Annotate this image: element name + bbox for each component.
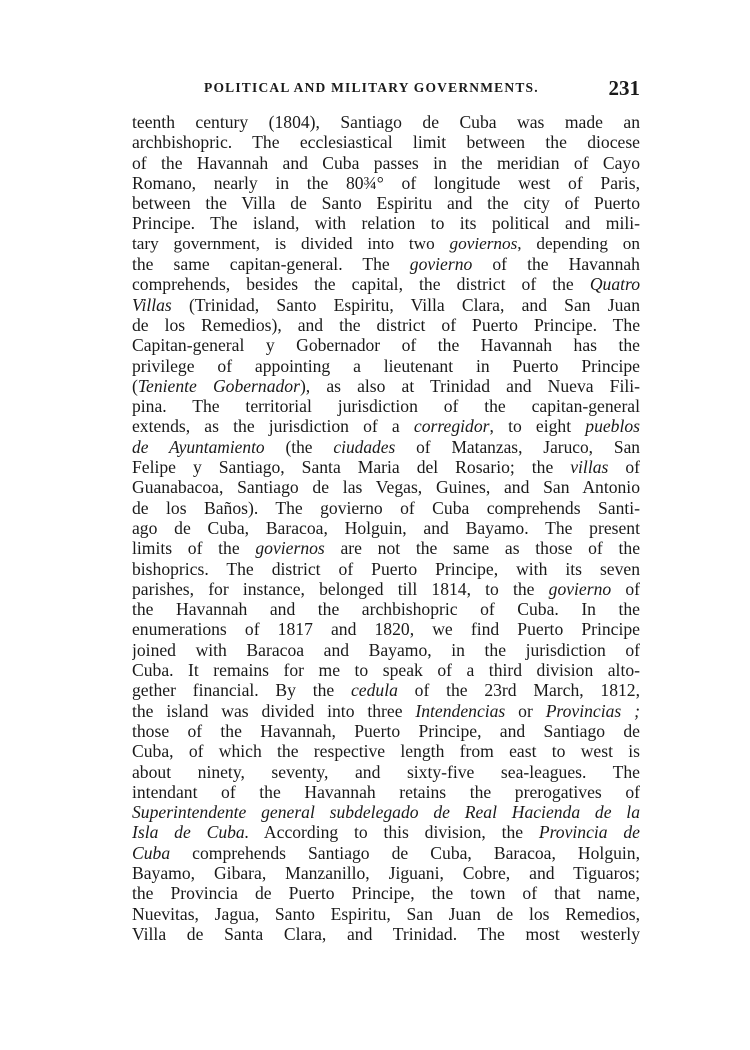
italic-text: Quatro [589,274,640,295]
text-segment: (Trinidad, Santo Espiritu, Villa Clara, and San Juan [171,294,640,315]
text-segment: Bayamo, Gibara, Manzanillo, Jiguani, Cobre, and Tiguaros; [132,862,640,883]
italic-text: Provincias ; [545,700,640,721]
text-segment: (the [264,436,334,457]
page-header [132,76,640,102]
text-line [132,741,640,761]
running-head: POLITICAL AND MILITARY GOVERNMENTS. [204,80,539,95]
text-segment: Principe. The island, with relation to its political and mili- [132,213,640,234]
text-line [132,822,640,842]
text-line [132,254,640,274]
text-segment: tary government, is divided into two [132,233,450,253]
text-line [132,356,640,376]
text-segment: Guanabacoa, Santiago de las Vegas, Guines, and San Antonio [132,477,640,498]
italic-text: Teniente Gobernador [137,375,300,396]
text-segment: gether financial. By the [132,680,351,701]
text-line [132,680,640,700]
text-line [132,559,640,579]
italic-text: govierno [548,578,612,599]
italic-text: Isla de Cuba. [132,822,250,843]
text-line [132,153,640,173]
text-segment: joined with Baracoa and Bayamo, in the jurisdiction of [132,639,640,660]
text-line [132,619,640,639]
text-segment: comprehends, besides the capital, the district of the [132,274,590,295]
text-line [132,234,640,254]
text-line [132,274,640,294]
text-line [132,721,640,741]
italic-text: ciudades [333,436,396,457]
text-line [132,904,640,924]
text-segment: Villa de Santa Clara, and Trinidad. The most westerly [132,923,640,944]
text-segment: privilege of appointing a lieutenant in Puerto Principe [132,355,640,376]
text-segment: of Matanzas, Jaruco, San [395,436,640,457]
text-segment: of the Havannah and Cuba passes in the meridian of Cayo [132,152,640,173]
text-line [132,173,640,193]
text-line [132,112,640,132]
italic-text: pueblos [585,416,640,437]
text-line [132,863,640,883]
text-segment: enumerations of 1817 and 1820, we find Puerto Principe [132,619,640,640]
text-segment: the island was divided into three [132,700,416,721]
text-line [132,396,640,416]
text-segment: the Havannah and the archbishopric of Cuba. In the [132,599,640,620]
text-line [132,132,640,152]
text-segment: those of the Havannah, Puerto Principe, and Santiago de [132,720,640,741]
text-line [132,579,640,599]
text-line [132,762,640,782]
text-segment: the same capitan-general. The [132,254,410,275]
text-segment: pina. The territorial jurisdiction of the capitan-general [132,396,640,417]
italic-text: corregidor [413,416,490,437]
text-segment: According to this division, the [249,822,539,843]
text-line [132,213,640,233]
text-segment: comprehends Santiago de Cuba, Baracoa, Holguin, [170,842,640,863]
text-line [132,802,640,822]
italic-text: Villas [132,294,172,315]
text-line [132,335,640,355]
text-line [132,457,640,477]
text-segment: of the 23rd March, 1812, [397,680,640,701]
text-line [132,295,640,315]
text-segment: de los Remedios), and the district of Puerto Principe. The [132,314,640,335]
text-segment: of [608,457,640,478]
text-segment: Cuba. It remains for me to speak of a third division alto- [132,660,640,681]
text-segment: bishoprics. The district of Puerto Principe, with its seven [132,558,640,579]
text-line [132,315,640,335]
text-line [132,498,640,518]
text-segment: are not the same as those of the [324,538,640,559]
text-segment: extends, as the jurisdiction of a [132,416,414,437]
italic-text: villas [570,457,609,478]
text-line [132,660,640,680]
text-line [132,518,640,538]
text-line [132,416,640,436]
italic-text: de Ayuntamiento [132,436,265,457]
italic-text: govierno [409,254,473,275]
text-segment: Felipe y Santiago, Santa Maria del Rosario; the [132,457,571,478]
text-segment: , depending on [517,233,640,253]
text-segment: ), as also at Trinidad and Nueva Fili- [299,375,640,396]
italic-text: cedula [350,680,398,701]
text-segment: limits of the [132,538,256,559]
text-segment: teenth century (1804), Santiago de Cuba was made an [132,112,640,132]
italic-text: Cuba [132,842,171,863]
text-segment: intendant of the Havannah retains the prerogatives of [132,781,640,802]
text-line [132,193,640,213]
italic-text: Superintendente general subdelegado de Real Hacienda de la [132,802,640,823]
text-segment: ago de Cuba, Baracoa, Holguin, and Bayamo. The present [132,517,640,538]
text-line [132,701,640,721]
italic-text: Intendencias [415,700,506,721]
text-line [132,477,640,497]
text-segment: of the Havannah [472,254,640,275]
text-line [132,599,640,619]
text-segment: archbishopric. The ecclesiastical limit between the diocese [132,132,640,153]
text-segment: the Provincia de Puerto Principe, the town of that name, [132,883,640,904]
text-line [132,538,640,558]
text-segment: de los Baños). The govierno of Cuba comprehends Santi- [132,497,640,518]
page-number: 231 [608,76,640,100]
italic-text: goviernos [255,538,325,559]
body-text [132,112,640,944]
text-segment: between the Villa de Santo Espiritu and the city of Puerto [132,193,640,214]
text-segment: Cuba, of which the respective length from east to west is [132,741,640,762]
italic-text: Provincia de [538,822,640,843]
text-segment: , to eight [489,416,586,437]
italic-text: goviernos [449,233,518,253]
text-segment: Capitan-general y Gobernador of the Havannah has the [132,335,640,356]
text-segment: ( [132,375,138,396]
text-segment: parishes, for instance, belonged till 1814, to the [132,578,549,599]
text-line [132,782,640,802]
text-segment: of [611,578,640,599]
text-line [132,640,640,660]
text-segment: Nuevitas, Jagua, Santo Espiritu, San Juan de los Remedios, [132,903,640,924]
text-line [132,437,640,457]
text-segment: or [505,700,546,721]
text-segment: about ninety, seventy, and sixty-five sea-leagues. The [132,761,640,782]
text-line [132,376,640,396]
text-line [132,924,640,944]
text-line [132,843,640,863]
text-line [132,883,640,903]
text-segment: Romano, nearly in the 80¾° of longitude west of Paris, [132,172,640,193]
